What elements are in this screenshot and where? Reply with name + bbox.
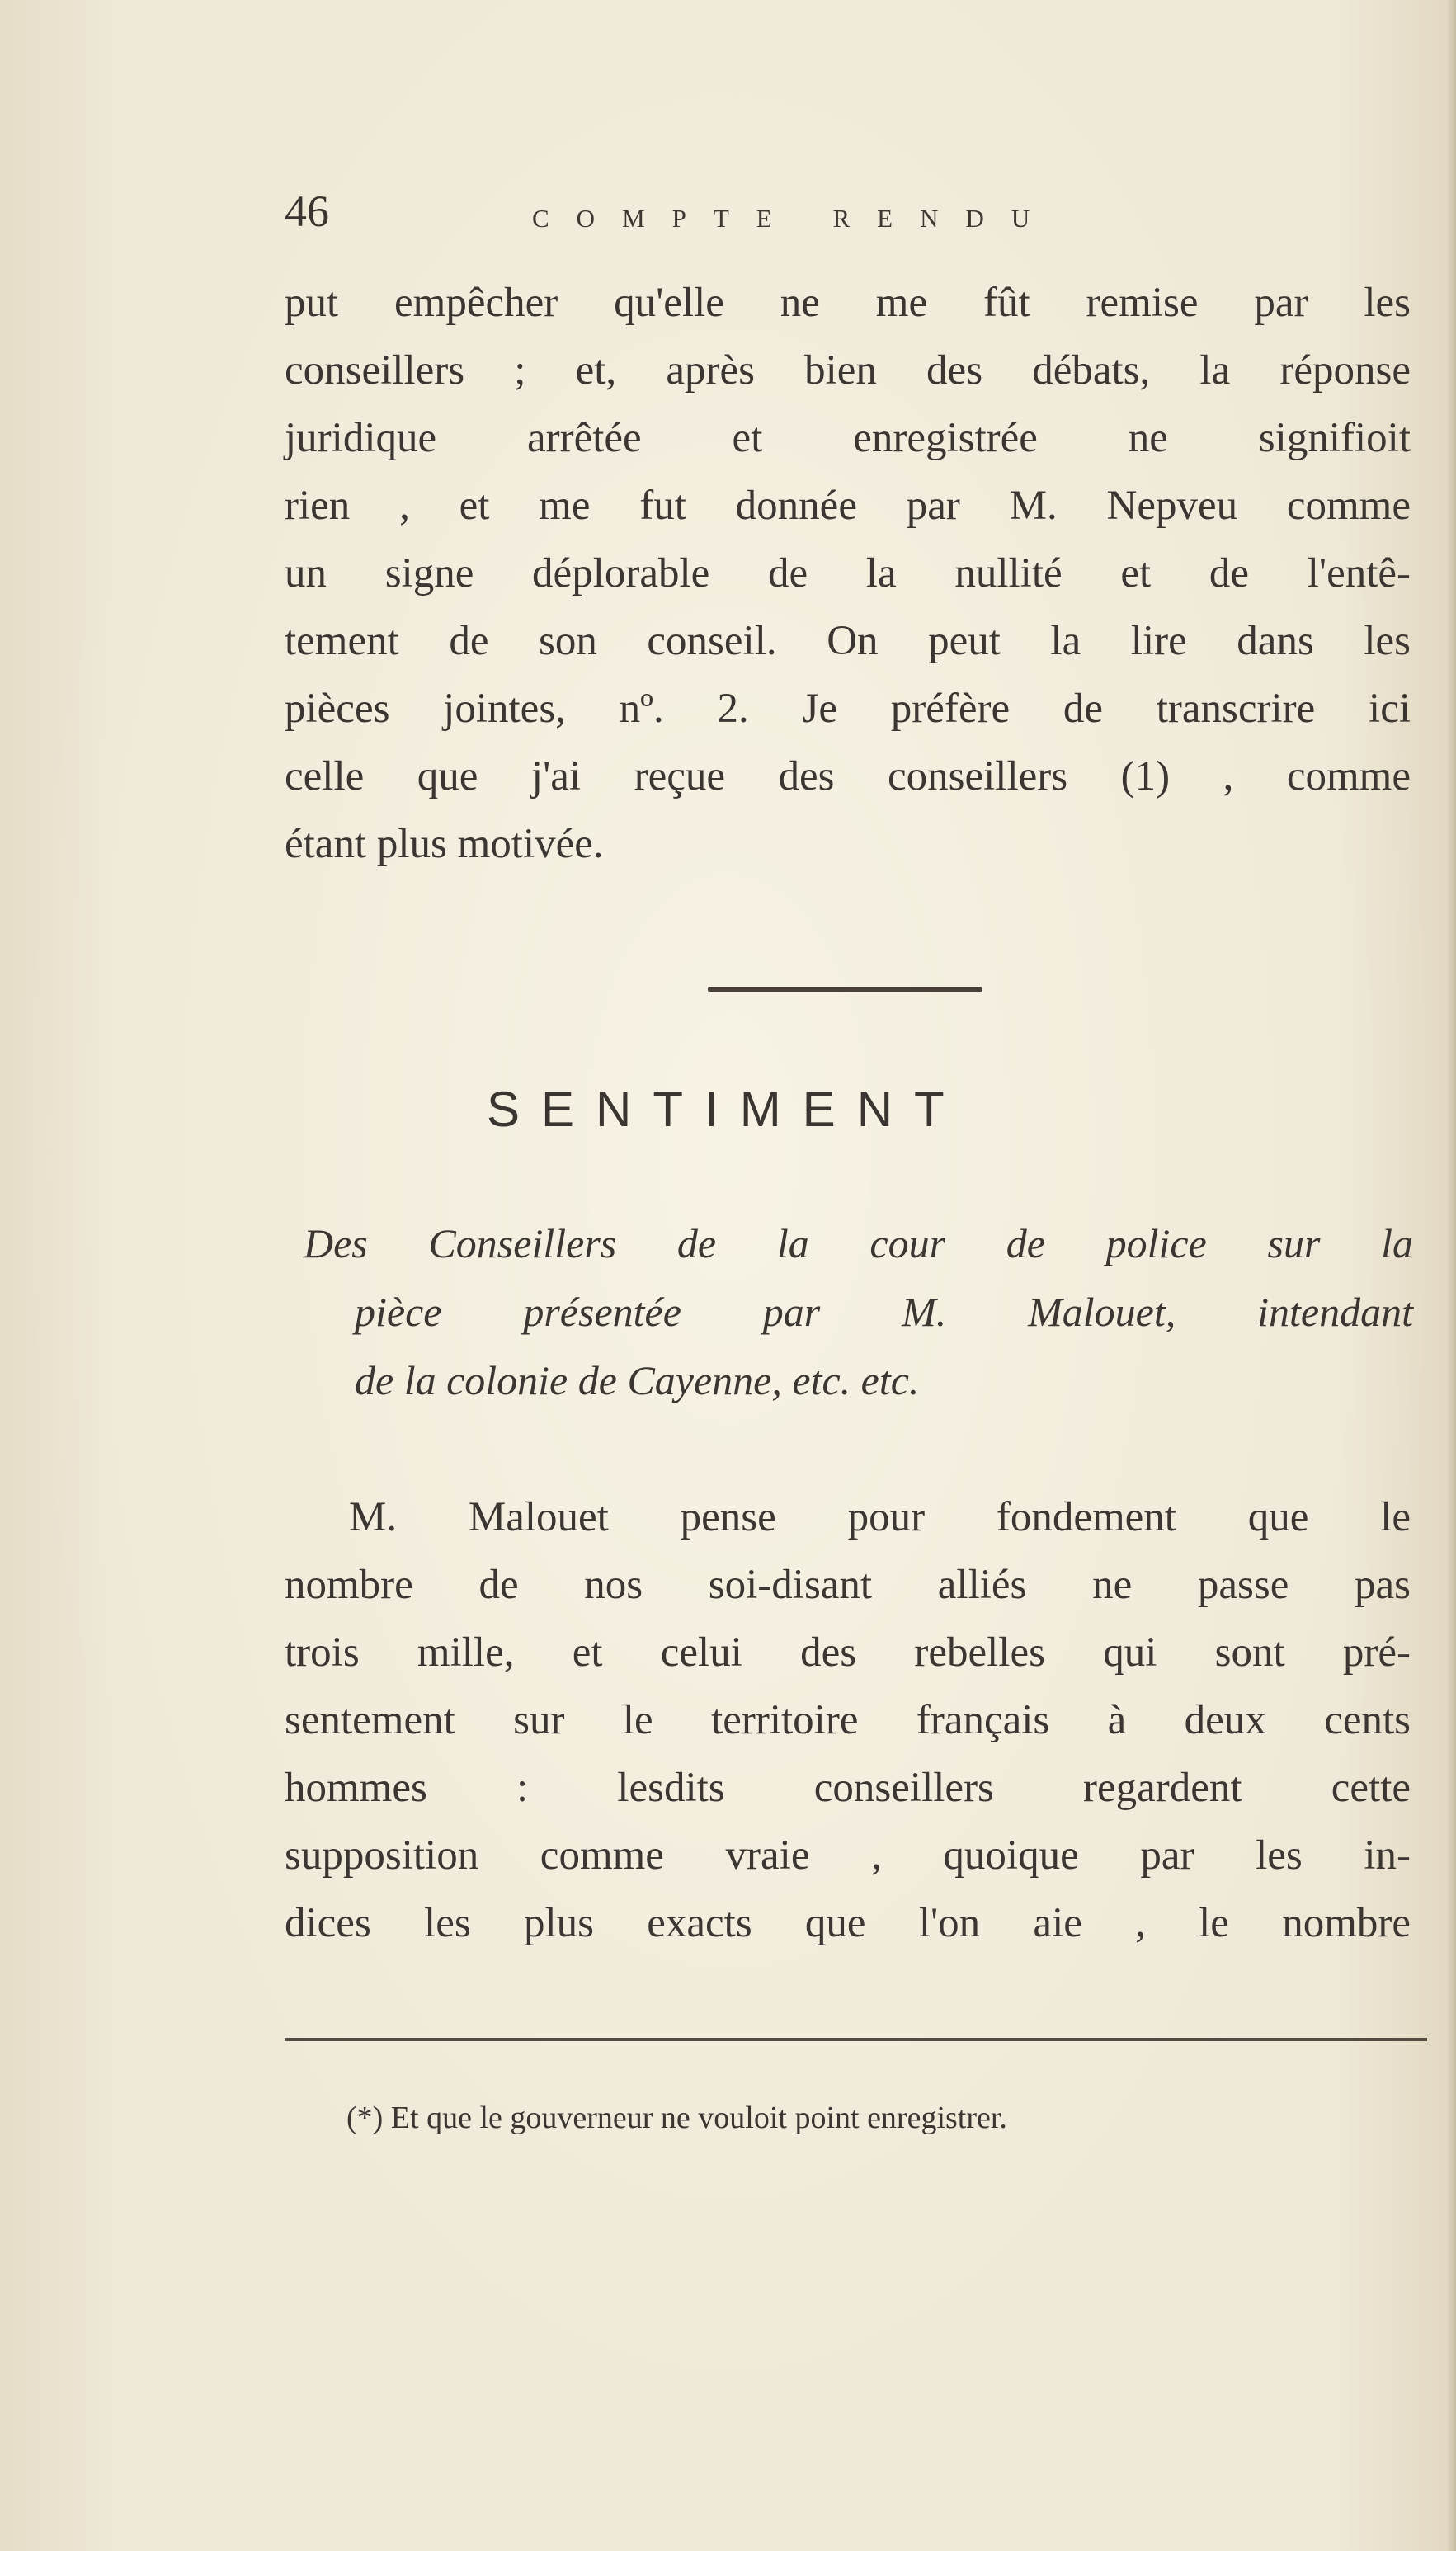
- page-number: 46: [285, 186, 329, 236]
- text-line: supposition comme vraie , quoique par les in-: [285, 1832, 1411, 1879]
- paragraph-1: [285, 269, 1411, 878]
- text-line: dices les plus exacts que l'on aie , le nombre: [285, 1900, 1411, 1946]
- subtitle-line: pièce présentée par M. Malouet, intendant: [355, 1289, 1413, 1335]
- paragraph-2: [285, 1483, 1411, 1957]
- footnote: (*) Et que le gouverneur ne vouloit point enregistrer.: [346, 2101, 1007, 2135]
- text-line: conseillers ; et, après bien des débats, la réponse: [285, 347, 1411, 394]
- footnote-rule: [285, 2038, 1427, 2041]
- text-line: pièces jointes, nº. 2. Je préfère de transcrire ici: [285, 686, 1411, 732]
- subtitle-line: de la colonie de Cayenne, etc. etc.: [355, 1357, 920, 1403]
- text-line: tement de son conseil. On peut la lire dans les: [285, 618, 1411, 664]
- text-line: nombre de nos soi-disant alliés ne passe pas: [285, 1562, 1411, 1608]
- text-line: trois mille, et celui des rebelles qui sont pré-: [285, 1629, 1411, 1676]
- page-edge-shadow: [1446, 0, 1456, 2551]
- text-line: celle que j'ai reçue des conseillers (1) , comme: [285, 753, 1411, 799]
- text-line: M. Malouet pense pour fondement que le: [349, 1494, 1411, 1540]
- text-line: juridique arrêtée et enregistrée ne signifioit: [285, 415, 1411, 461]
- section-subtitle: [304, 1209, 1413, 1415]
- text-line: sentement sur le territoire français à deux cents: [285, 1697, 1411, 1743]
- running-head: COMPTE RENDU: [532, 204, 1058, 233]
- text-line: put empêcher qu'elle ne me fût remise par les: [285, 280, 1411, 326]
- text-line: un signe déplorable de la nullité et de l'entê-: [285, 550, 1411, 596]
- text-line: rien , et me fut donnée par M. Nepveu comme: [285, 483, 1411, 529]
- text-line: étant plus motivée.: [285, 821, 604, 867]
- section-divider-rule: [708, 987, 982, 992]
- page-header: [285, 186, 1407, 243]
- subtitle-line: Des Conseillers de la cour de police sur la: [304, 1220, 1413, 1266]
- section-heading: SENTIMENT: [487, 1082, 966, 1137]
- text-line: hommes : lesdits conseillers regardent cette: [285, 1765, 1411, 1811]
